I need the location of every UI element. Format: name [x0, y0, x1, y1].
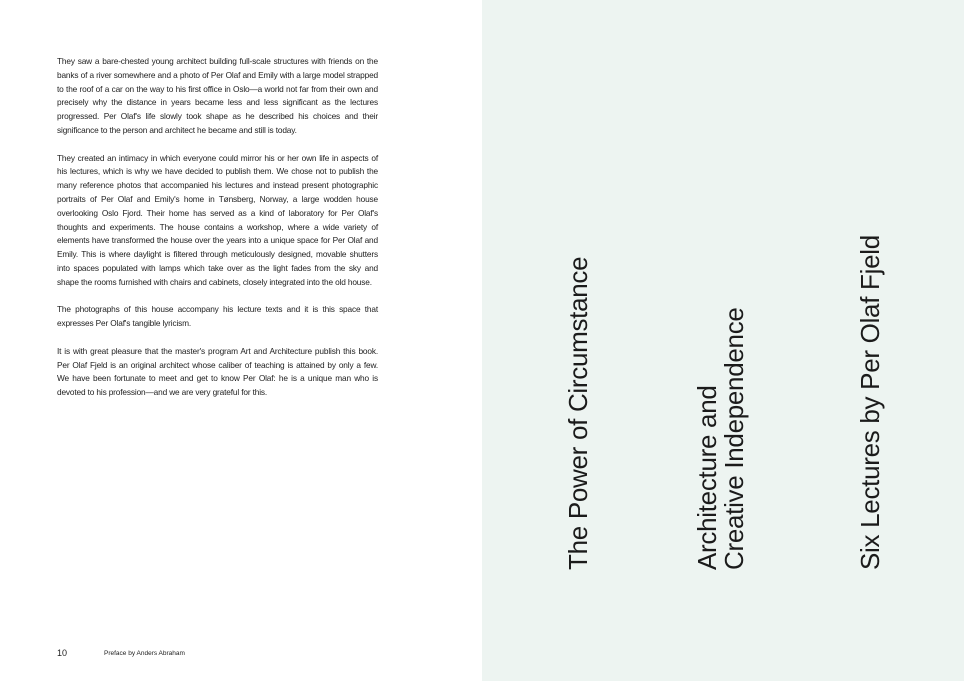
title-line: Six Lectures by Per Olaf Fjeld — [855, 235, 885, 570]
title-line: The Power of Circumstance — [563, 256, 593, 570]
paragraph: They created an intimacy in which everyone could mirror his or her own life in aspects of his lectures, which is why we have decided to publish them. We chose not to publish the many reference photos that accompanied his lectures and instead present photographic portraits of Per Olaf and Emily's home in Tønsberg, Norway, a large wodden house overlooking Oslo Fjord. Their home has served as a kind of laboratory for Per Olaf's thoughts and experiments. The house contains a workshop, where a wide variety of elements have transformed the house over the years into a unique space for Per Olaf and Emily. This is where daylight is filtered through meticulously designed, movable shutters into spaces populated with lamps which take over as the light fades from the sky and shape the rooms furnished with chairs and cabinets, closely integrated into the old house. — [57, 152, 378, 287]
paragraph: They saw a bare-chested young architect building full-scale structures with friends on the banks of a river somewhere and a photo of Per Olaf and Emily with a large model strapped to the roof of a car on the way to his first office in Oslo—a world not far from their own and precisely why the distance in years became less and less significant as the lectures progressed. Per Olaf's life slowly took shape as he described his choices and their significance to the person and architect he became and still is today. — [57, 56, 378, 135]
title-power-of-circumstance — [565, 257, 592, 570]
preface-text — [57, 55, 378, 414]
title-six-lectures — [857, 235, 884, 570]
running-footer: Preface by Anders Abraham — [104, 650, 185, 657]
page-number: 10 — [57, 648, 68, 658]
title-line: Architecture and — [692, 385, 722, 570]
paragraph: It is with great pleasure that the master's program Art and Architecture publish this book. Per Olaf Fjeld is an original architect whose caliber of teaching is attained by only a few. We have been fortunate to meet and get to know Per Olaf: he is a unique man who is devoted to his profession—and we are very grateful for this. — [57, 345, 378, 398]
title-architecture-creative-independence — [694, 307, 748, 570]
title-line: Creative Independence — [719, 307, 749, 570]
paragraph: The photographs of this house accompany his lecture texts and it is this space that expresses Per Olaf's tangible lyricism. — [57, 304, 378, 329]
